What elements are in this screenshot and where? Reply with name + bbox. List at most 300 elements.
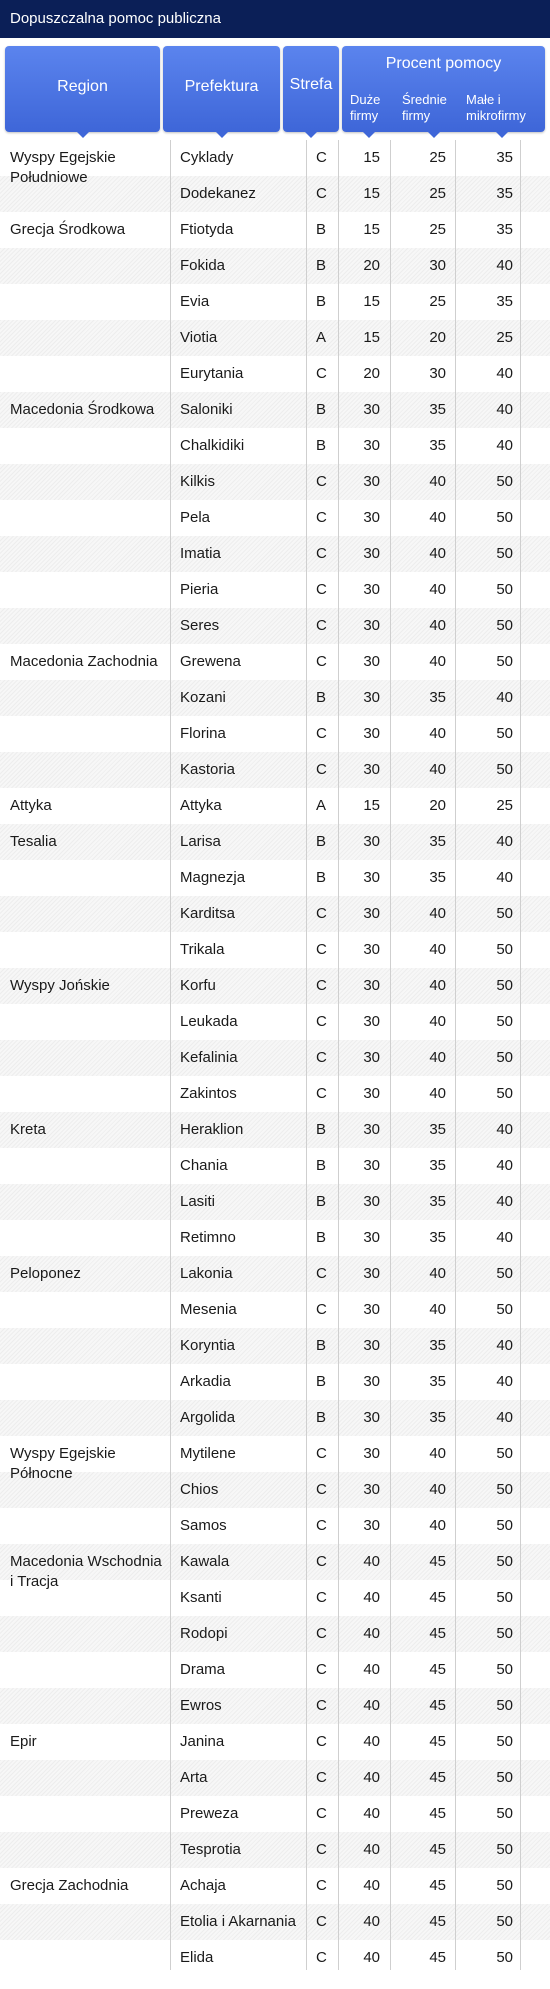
prefecture-cell: Karditsa xyxy=(180,905,236,922)
small-firm-percent-cell: 40 xyxy=(496,1373,513,1390)
zone-cell: B xyxy=(316,1229,327,1246)
zone-cell: C xyxy=(316,977,327,994)
table-row xyxy=(0,428,550,464)
prefecture-cell: Dodekanez xyxy=(180,185,256,202)
zone-cell: C xyxy=(316,1553,327,1570)
large-firm-percent-cell: 30 xyxy=(363,1049,380,1066)
medium-firm-percent-cell: 40 xyxy=(429,1517,446,1534)
medium-firm-percent-cell: 40 xyxy=(429,941,446,958)
zone-cell: C xyxy=(316,1949,327,1966)
prefecture-cell: Kawala xyxy=(180,1553,230,1570)
medium-firm-percent-cell: 40 xyxy=(429,1049,446,1066)
zone-cell: B xyxy=(316,1409,327,1426)
small-firm-percent-cell: 40 xyxy=(496,1121,513,1138)
small-firm-percent-cell: 25 xyxy=(496,329,513,346)
zone-cell: C xyxy=(316,1661,327,1678)
divider-small xyxy=(520,140,521,1970)
medium-firm-percent-cell: 40 xyxy=(429,725,446,742)
prefecture-cell: Ksanti xyxy=(180,1589,222,1606)
medium-firm-percent-cell: 40 xyxy=(429,617,446,634)
zone-cell: B xyxy=(316,1373,327,1390)
zone-cell: C xyxy=(316,545,327,562)
medium-firm-percent-cell: 25 xyxy=(429,149,446,166)
table-row xyxy=(0,464,550,500)
small-firm-percent-cell: 50 xyxy=(496,1949,513,1966)
medium-firm-percent-cell: 45 xyxy=(429,1625,446,1642)
small-firm-percent-cell: 50 xyxy=(496,1553,513,1570)
prefecture-cell: Drama xyxy=(180,1661,226,1678)
small-firm-percent-cell: 50 xyxy=(496,1733,513,1750)
prefecture-cell: Pieria xyxy=(180,581,219,598)
medium-firm-percent-cell: 45 xyxy=(429,1805,446,1822)
medium-firm-percent-cell: 40 xyxy=(429,905,446,922)
zone-cell: C xyxy=(316,653,327,670)
prefecture-cell: Pela xyxy=(180,509,211,526)
small-firm-percent-cell: 25 xyxy=(496,797,513,814)
prefecture-cell: Kozani xyxy=(180,689,226,706)
small-firm-percent-cell: 50 xyxy=(496,1301,513,1318)
zone-cell: C xyxy=(316,1301,327,1318)
prefecture-cell: Arkadia xyxy=(180,1373,231,1390)
region-label: Attyka xyxy=(10,797,52,814)
medium-firm-percent-cell: 40 xyxy=(429,653,446,670)
zone-cell: C xyxy=(316,1049,327,1066)
large-firm-percent-cell: 30 xyxy=(363,581,380,598)
table-row xyxy=(0,1040,550,1076)
medium-firm-percent-cell: 40 xyxy=(429,977,446,994)
medium-firm-percent-cell: 30 xyxy=(429,257,446,274)
table-row xyxy=(0,1688,550,1724)
divider-zone xyxy=(338,140,339,1970)
large-firm-percent-cell: 15 xyxy=(363,329,380,346)
header-zone-arrow xyxy=(304,131,318,138)
table-row xyxy=(0,1292,550,1328)
small-firm-percent-cell: 50 xyxy=(496,1697,513,1714)
large-firm-percent-cell: 30 xyxy=(363,833,380,850)
small-firm-percent-cell: 50 xyxy=(496,1049,513,1066)
large-firm-percent-cell: 30 xyxy=(363,1337,380,1354)
table-row xyxy=(0,500,550,536)
small-firm-percent-cell: 40 xyxy=(496,869,513,886)
prefecture-cell: Retimno xyxy=(180,1229,236,1246)
large-firm-percent-cell: 15 xyxy=(363,221,380,238)
zone-cell: C xyxy=(316,761,327,778)
small-firm-percent-cell: 40 xyxy=(496,1157,513,1174)
zone-cell: C xyxy=(316,725,327,742)
zone-cell: C xyxy=(316,1085,327,1102)
prefecture-cell: Janina xyxy=(180,1733,225,1750)
zone-cell: C xyxy=(316,1697,327,1714)
divider-large xyxy=(390,140,391,1970)
medium-firm-percent-cell: 20 xyxy=(429,329,446,346)
prefecture-cell: Heraklion xyxy=(180,1121,244,1138)
zone-cell: B xyxy=(316,1157,327,1174)
medium-firm-percent-cell: 40 xyxy=(429,761,446,778)
table-row xyxy=(0,1220,550,1256)
header-region-label: Region xyxy=(57,78,108,95)
small-firm-percent-cell: 50 xyxy=(496,1913,513,1930)
small-firm-percent-cell: 50 xyxy=(496,1445,513,1462)
medium-firm-percent-cell: 35 xyxy=(429,1373,446,1390)
prefecture-cell: Kefalinia xyxy=(180,1049,238,1066)
table-row xyxy=(0,1400,550,1436)
prefecture-cell: Saloniki xyxy=(180,401,233,418)
zone-cell: B xyxy=(316,293,327,310)
prefecture-cell: Etolia i Akarnania xyxy=(180,1913,296,1930)
prefecture-cell: Ewros xyxy=(180,1697,222,1714)
medium-firm-percent-cell: 35 xyxy=(429,401,446,418)
header-zone-label: Strefa xyxy=(289,76,333,93)
zone-cell: C xyxy=(316,1625,327,1642)
small-firm-percent-cell: 50 xyxy=(496,1625,513,1642)
medium-firm-percent-cell: 25 xyxy=(429,185,446,202)
header-large-label: Duże firmy xyxy=(350,92,381,123)
table-row xyxy=(0,608,550,644)
header-aid-percent xyxy=(342,46,545,132)
large-firm-percent-cell: 15 xyxy=(363,149,380,166)
prefecture-cell: Kastoria xyxy=(180,761,236,778)
zone-cell: C xyxy=(316,1517,327,1534)
large-firm-percent-cell: 40 xyxy=(363,1877,380,1894)
header-large-arrow xyxy=(362,131,376,138)
divider-medium xyxy=(455,140,456,1970)
small-firm-percent-cell: 50 xyxy=(496,1013,513,1030)
medium-firm-percent-cell: 45 xyxy=(429,1949,446,1966)
medium-firm-percent-cell: 45 xyxy=(429,1733,446,1750)
medium-firm-percent-cell: 40 xyxy=(429,545,446,562)
table-row xyxy=(0,680,550,716)
large-firm-percent-cell: 40 xyxy=(363,1805,380,1822)
large-firm-percent-cell: 30 xyxy=(363,1157,380,1174)
prefecture-cell: Chania xyxy=(180,1157,228,1174)
small-firm-percent-cell: 40 xyxy=(496,257,513,274)
zone-cell: C xyxy=(316,1733,327,1750)
large-firm-percent-cell: 30 xyxy=(363,1481,380,1498)
small-firm-percent-cell: 35 xyxy=(496,293,513,310)
zone-cell: C xyxy=(316,581,327,598)
small-firm-percent-cell: 40 xyxy=(496,1409,513,1426)
large-firm-percent-cell: 30 xyxy=(363,869,380,886)
zone-cell: B xyxy=(316,833,327,850)
small-firm-percent-cell: 50 xyxy=(496,1589,513,1606)
prefecture-cell: Lakonia xyxy=(180,1265,233,1282)
large-firm-percent-cell: 40 xyxy=(363,1949,380,1966)
table-row xyxy=(0,1616,550,1652)
prefecture-cell: Koryntia xyxy=(180,1337,236,1354)
prefecture-cell: Trikala xyxy=(180,941,225,958)
prefecture-cell: Zakintos xyxy=(180,1085,237,1102)
medium-firm-percent-cell: 40 xyxy=(429,1481,446,1498)
header-small-arrow xyxy=(495,131,509,138)
large-firm-percent-cell: 30 xyxy=(363,761,380,778)
prefecture-cell: Fokida xyxy=(180,257,226,274)
medium-firm-percent-cell: 35 xyxy=(429,869,446,886)
zone-cell: B xyxy=(316,869,327,886)
small-firm-percent-cell: 40 xyxy=(496,365,513,382)
medium-firm-percent-cell: 40 xyxy=(429,1301,446,1318)
region-label: Wyspy Jońskie xyxy=(10,977,110,994)
prefecture-cell: Argolida xyxy=(180,1409,236,1426)
large-firm-percent-cell: 30 xyxy=(363,941,380,958)
table-row xyxy=(0,1004,550,1040)
large-firm-percent-cell: 40 xyxy=(363,1769,380,1786)
small-firm-percent-cell: 50 xyxy=(496,1265,513,1282)
large-firm-percent-cell: 30 xyxy=(363,1085,380,1102)
medium-firm-percent-cell: 40 xyxy=(429,473,446,490)
region-label: Macedonia Wschodnia i Tracja xyxy=(10,1553,162,1590)
medium-firm-percent-cell: 35 xyxy=(429,833,446,850)
divider-prefecture xyxy=(306,140,307,1970)
table-row xyxy=(0,896,550,932)
prefecture-cell: Cyklady xyxy=(180,149,234,166)
zone-cell: C xyxy=(316,1769,327,1786)
table-row xyxy=(0,1328,550,1364)
medium-firm-percent-cell: 35 xyxy=(429,1157,446,1174)
table-row xyxy=(0,1652,550,1688)
large-firm-percent-cell: 40 xyxy=(363,1589,380,1606)
region-label: Macedonia Zachodnia xyxy=(10,653,158,670)
prefecture-cell: Attyka xyxy=(180,797,222,814)
small-firm-percent-cell: 50 xyxy=(496,1841,513,1858)
table-row xyxy=(0,1508,550,1544)
header-prefecture-arrow xyxy=(215,131,229,138)
prefecture-cell: Magnezja xyxy=(180,869,246,886)
large-firm-percent-cell: 30 xyxy=(363,977,380,994)
large-firm-percent-cell: 30 xyxy=(363,545,380,562)
large-firm-percent-cell: 40 xyxy=(363,1661,380,1678)
zone-cell: B xyxy=(316,1193,327,1210)
small-firm-percent-cell: 50 xyxy=(496,1517,513,1534)
zone-cell: C xyxy=(316,509,327,526)
zone-cell: C xyxy=(316,941,327,958)
medium-firm-percent-cell: 45 xyxy=(429,1697,446,1714)
prefecture-cell: Preweza xyxy=(180,1805,239,1822)
zone-cell: B xyxy=(316,1121,327,1138)
zone-cell: B xyxy=(316,689,327,706)
medium-firm-percent-cell: 20 xyxy=(429,797,446,814)
table-row xyxy=(0,1832,550,1868)
medium-firm-percent-cell: 40 xyxy=(429,581,446,598)
prefecture-cell: Kilkis xyxy=(180,473,216,490)
prefecture-cell: Evia xyxy=(180,293,210,310)
small-firm-percent-cell: 40 xyxy=(496,1193,513,1210)
small-firm-percent-cell: 40 xyxy=(496,437,513,454)
large-firm-percent-cell: 30 xyxy=(363,1265,380,1282)
zone-cell: C xyxy=(316,1265,327,1282)
small-firm-percent-cell: 50 xyxy=(496,977,513,994)
medium-firm-percent-cell: 45 xyxy=(429,1769,446,1786)
zone-cell: A xyxy=(316,329,327,346)
region-label: Grecja Zachodnia xyxy=(10,1877,129,1894)
region-label: Grecja Środkowa xyxy=(10,221,126,238)
large-firm-percent-cell: 20 xyxy=(363,257,380,274)
table-row xyxy=(0,248,550,284)
prefecture-cell: Viotia xyxy=(180,329,218,346)
prefecture-cell: Imatia xyxy=(180,545,221,562)
small-firm-percent-cell: 35 xyxy=(496,185,513,202)
medium-firm-percent-cell: 40 xyxy=(429,1085,446,1102)
medium-firm-percent-cell: 35 xyxy=(429,1121,446,1138)
prefecture-cell: Grewena xyxy=(180,653,241,670)
large-firm-percent-cell: 30 xyxy=(363,905,380,922)
medium-firm-percent-cell: 45 xyxy=(429,1877,446,1894)
medium-firm-percent-cell: 40 xyxy=(429,1445,446,1462)
small-firm-percent-cell: 50 xyxy=(496,905,513,922)
large-firm-percent-cell: 40 xyxy=(363,1733,380,1750)
region-label: Wyspy Egejskie Południowe xyxy=(10,149,116,186)
medium-firm-percent-cell: 40 xyxy=(429,1013,446,1030)
prefecture-cell: Eurytania xyxy=(180,365,244,382)
small-firm-percent-cell: 50 xyxy=(496,1769,513,1786)
table-row xyxy=(0,1760,550,1796)
small-firm-percent-cell: 40 xyxy=(496,689,513,706)
header-prefecture xyxy=(163,46,280,132)
small-firm-percent-cell: 50 xyxy=(496,509,513,526)
table-row xyxy=(0,320,550,356)
table-row xyxy=(0,356,550,392)
small-firm-percent-cell: 50 xyxy=(496,1661,513,1678)
zone-cell: C xyxy=(316,617,327,634)
medium-firm-percent-cell: 45 xyxy=(429,1661,446,1678)
table-row xyxy=(0,572,550,608)
header-prefecture-label: Prefektura xyxy=(184,78,259,95)
table-row xyxy=(0,716,550,752)
zone-cell: B xyxy=(316,1337,327,1354)
zone-cell: C xyxy=(316,1841,327,1858)
medium-firm-percent-cell: 35 xyxy=(429,1229,446,1246)
header-zone xyxy=(283,46,339,132)
medium-firm-percent-cell: 30 xyxy=(429,365,446,382)
prefecture-cell: Mesenia xyxy=(180,1301,237,1318)
medium-firm-percent-cell: 45 xyxy=(429,1841,446,1858)
zone-cell: C xyxy=(316,1877,327,1894)
prefecture-cell: Leukada xyxy=(180,1013,238,1030)
prefecture-cell: Larisa xyxy=(180,833,221,850)
large-firm-percent-cell: 30 xyxy=(363,1013,380,1030)
zone-cell: B xyxy=(316,257,327,274)
small-firm-percent-cell: 50 xyxy=(496,725,513,742)
medium-firm-percent-cell: 35 xyxy=(429,437,446,454)
small-firm-percent-cell: 50 xyxy=(496,581,513,598)
large-firm-percent-cell: 30 xyxy=(363,509,380,526)
large-firm-percent-cell: 30 xyxy=(363,1229,380,1246)
small-firm-percent-cell: 35 xyxy=(496,149,513,166)
region-label: Macedonia Środkowa xyxy=(10,401,155,418)
large-firm-percent-cell: 30 xyxy=(363,725,380,742)
large-firm-percent-cell: 30 xyxy=(363,473,380,490)
table-row xyxy=(0,284,550,320)
large-firm-percent-cell: 30 xyxy=(363,1373,380,1390)
large-firm-percent-cell: 30 xyxy=(363,689,380,706)
zone-cell: C xyxy=(316,1013,327,1030)
large-firm-percent-cell: 30 xyxy=(363,1301,380,1318)
small-firm-percent-cell: 50 xyxy=(496,1481,513,1498)
divider-region xyxy=(170,140,171,1970)
table-row xyxy=(0,752,550,788)
small-firm-percent-cell: 35 xyxy=(496,221,513,238)
prefecture-cell: Florina xyxy=(180,725,226,742)
prefecture-cell: Chios xyxy=(180,1481,219,1498)
small-firm-percent-cell: 50 xyxy=(496,545,513,562)
prefecture-cell: Mytilene xyxy=(180,1445,236,1462)
zone-cell: C xyxy=(316,149,327,166)
large-firm-percent-cell: 20 xyxy=(363,365,380,382)
medium-firm-percent-cell: 35 xyxy=(429,1193,446,1210)
table-row xyxy=(0,536,550,572)
large-firm-percent-cell: 30 xyxy=(363,1193,380,1210)
prefecture-cell: Arta xyxy=(180,1769,208,1786)
prefecture-cell: Chalkidiki xyxy=(180,437,245,454)
large-firm-percent-cell: 40 xyxy=(363,1913,380,1930)
zone-cell: B xyxy=(316,401,327,418)
prefecture-cell: Korfu xyxy=(180,977,216,994)
small-firm-percent-cell: 50 xyxy=(496,761,513,778)
prefecture-cell: Tesprotia xyxy=(180,1841,241,1858)
header-aid-percent-label: Procent pomocy xyxy=(385,55,502,72)
medium-firm-percent-cell: 25 xyxy=(429,293,446,310)
zone-cell: C xyxy=(316,365,327,382)
large-firm-percent-cell: 40 xyxy=(363,1625,380,1642)
table-row xyxy=(0,1364,550,1400)
large-firm-percent-cell: 30 xyxy=(363,1517,380,1534)
zone-cell: C xyxy=(316,473,327,490)
small-firm-percent-cell: 40 xyxy=(496,1337,513,1354)
zone-cell: C xyxy=(316,1589,327,1606)
large-firm-percent-cell: 30 xyxy=(363,437,380,454)
zone-cell: C xyxy=(316,1481,327,1498)
small-firm-percent-cell: 50 xyxy=(496,1877,513,1894)
small-firm-percent-cell: 50 xyxy=(496,941,513,958)
zone-cell: C xyxy=(316,1913,327,1930)
zone-cell: B xyxy=(316,221,327,238)
region-label: Tesalia xyxy=(10,833,57,850)
small-firm-percent-cell: 40 xyxy=(496,1229,513,1246)
small-firm-percent-cell: 40 xyxy=(496,833,513,850)
medium-firm-percent-cell: 45 xyxy=(429,1913,446,1930)
large-firm-percent-cell: 40 xyxy=(363,1697,380,1714)
table-row xyxy=(0,1940,550,1976)
medium-firm-percent-cell: 35 xyxy=(429,689,446,706)
zone-cell: C xyxy=(316,1445,327,1462)
large-firm-percent-cell: 30 xyxy=(363,617,380,634)
large-firm-percent-cell: 30 xyxy=(363,1409,380,1426)
medium-firm-percent-cell: 35 xyxy=(429,1337,446,1354)
small-firm-percent-cell: 50 xyxy=(496,617,513,634)
table-row xyxy=(0,1796,550,1832)
region-label: Kreta xyxy=(10,1121,46,1138)
small-firm-percent-cell: 50 xyxy=(496,473,513,490)
medium-firm-percent-cell: 45 xyxy=(429,1589,446,1606)
medium-firm-percent-cell: 40 xyxy=(429,509,446,526)
large-firm-percent-cell: 40 xyxy=(363,1841,380,1858)
zone-cell: C xyxy=(316,905,327,922)
prefecture-cell: Achaja xyxy=(180,1877,226,1894)
zone-cell: C xyxy=(316,1805,327,1822)
medium-firm-percent-cell: 25 xyxy=(429,221,446,238)
large-firm-percent-cell: 15 xyxy=(363,185,380,202)
zone-cell: B xyxy=(316,437,327,454)
large-firm-percent-cell: 15 xyxy=(363,797,380,814)
prefecture-cell: Ftiotyda xyxy=(180,221,234,238)
large-firm-percent-cell: 40 xyxy=(363,1553,380,1570)
header-small-label: Małe i mikrofirmy xyxy=(466,92,526,123)
prefecture-cell: Samos xyxy=(180,1517,227,1534)
region-label: Wyspy Egejskie Północne xyxy=(10,1445,116,1482)
large-firm-percent-cell: 30 xyxy=(363,653,380,670)
region-label: Peloponez xyxy=(10,1265,81,1282)
prefecture-cell: Elida xyxy=(180,1949,214,1966)
table-row xyxy=(0,1076,550,1112)
